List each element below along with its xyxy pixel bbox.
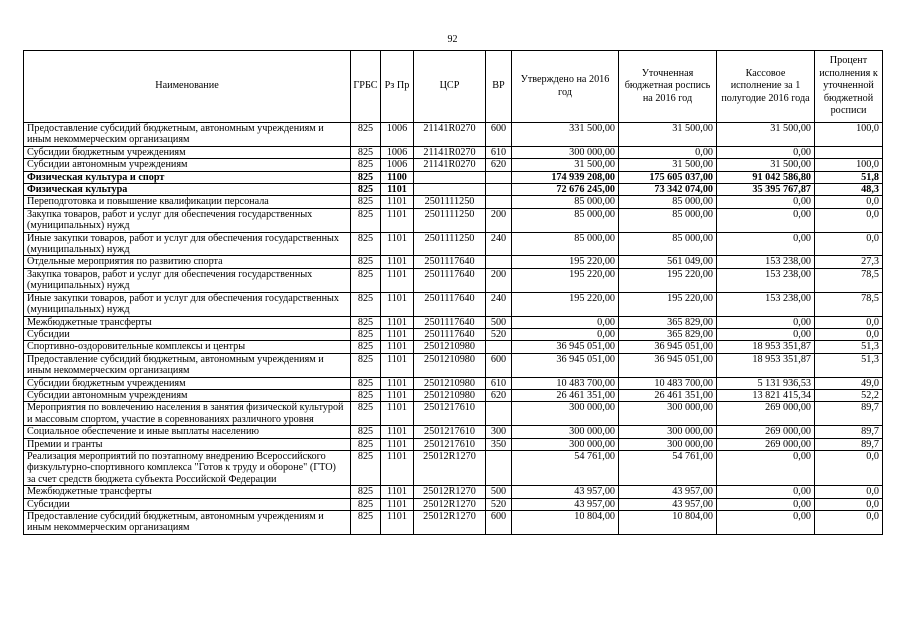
row-refined: 10 483 700,00: [619, 377, 717, 389]
row-name: Иные закупки товаров, работ и услуг для обеспечения государственных (муниципальных) нужд: [24, 232, 351, 256]
row-refined: 54 761,00: [619, 450, 717, 485]
row-refined: 36 945 051,00: [619, 353, 717, 377]
row-refined: 0,00: [619, 146, 717, 158]
row-approved: 54 761,00: [512, 450, 619, 485]
row-vr: 600: [486, 511, 512, 535]
page-number: 92: [447, 34, 458, 45]
row-cash: 153 238,00: [717, 256, 815, 268]
table-row: [24, 353, 883, 377]
row-cash: 18 953 351,87: [717, 341, 815, 353]
row-csr: 2501117640: [414, 268, 486, 292]
table-row: [24, 511, 883, 535]
header-name: Наименование: [24, 51, 351, 123]
table-row: [24, 389, 883, 401]
row-grbs: 825: [351, 196, 381, 208]
row-grbs: 825: [351, 498, 381, 510]
row-vr: 610: [486, 146, 512, 158]
row-percent: 48,3: [815, 184, 883, 196]
row-percent: 49,0: [815, 377, 883, 389]
row-grbs: 825: [351, 353, 381, 377]
header-rzpr: Рз Пр: [381, 51, 414, 123]
row-approved: 26 461 351,00: [512, 389, 619, 401]
row-vr: 520: [486, 498, 512, 510]
row-approved: 174 939 208,00: [512, 171, 619, 183]
row-rzpr: 1101: [381, 256, 414, 268]
row-rzpr: 1101: [381, 511, 414, 535]
row-refined: 43 957,00: [619, 498, 717, 510]
row-percent: 0,0: [815, 208, 883, 232]
row-vr: [486, 196, 512, 208]
row-vr: [486, 184, 512, 196]
row-approved: 72 676 245,00: [512, 184, 619, 196]
row-vr: [486, 171, 512, 183]
table-row: [24, 328, 883, 340]
row-vr: 610: [486, 377, 512, 389]
table-row: [24, 123, 883, 147]
row-csr: 25012R1270: [414, 511, 486, 535]
row-refined: 43 957,00: [619, 486, 717, 498]
row-percent: 100,0: [815, 159, 883, 171]
row-cash: 0,00: [717, 146, 815, 158]
row-rzpr: 1101: [381, 353, 414, 377]
row-csr: 2501117640: [414, 316, 486, 328]
row-approved: 300 000,00: [512, 402, 619, 426]
row-percent: 51,3: [815, 353, 883, 377]
row-grbs: 825: [351, 159, 381, 171]
row-percent: 78,5: [815, 292, 883, 316]
row-grbs: 825: [351, 377, 381, 389]
row-percent: 0,0: [815, 450, 883, 485]
row-name: Межбюджетные трансферты: [24, 486, 351, 498]
row-percent: 0,0: [815, 328, 883, 340]
row-rzpr: 1101: [381, 292, 414, 316]
row-cash: 0,00: [717, 498, 815, 510]
table-row: [24, 402, 883, 426]
row-approved: 300 000,00: [512, 426, 619, 438]
row-vr: 200: [486, 268, 512, 292]
row-rzpr: 1101: [381, 328, 414, 340]
row-csr: 2501210980: [414, 353, 486, 377]
header-vr: ВР: [486, 51, 512, 123]
row-vr: 620: [486, 159, 512, 171]
row-grbs: 825: [351, 426, 381, 438]
row-cash: 18 953 351,87: [717, 353, 815, 377]
row-refined: 85 000,00: [619, 232, 717, 256]
row-rzpr: 1101: [381, 426, 414, 438]
row-cash: 13 821 415,34: [717, 389, 815, 401]
row-rzpr: 1101: [381, 316, 414, 328]
row-grbs: 825: [351, 256, 381, 268]
row-name: Межбюджетные трансферты: [24, 316, 351, 328]
row-csr: 2501217610: [414, 426, 486, 438]
header-approved: Утверждено на 2016 год: [512, 51, 619, 123]
table-row: [24, 146, 883, 158]
row-approved: 36 945 051,00: [512, 341, 619, 353]
table-row: [24, 341, 883, 353]
row-approved: 0,00: [512, 316, 619, 328]
row-vr: 600: [486, 123, 512, 147]
row-percent: 100,0: [815, 123, 883, 147]
table-row: [24, 256, 883, 268]
header-csr: ЦСР: [414, 51, 486, 123]
row-name: Предоставление субсидий бюджетным, автономным учреждениям и иным некоммерческим организациям: [24, 123, 351, 147]
row-approved: 10 804,00: [512, 511, 619, 535]
table-row: [24, 208, 883, 232]
row-rzpr: 1101: [381, 184, 414, 196]
row-csr: 2501210980: [414, 377, 486, 389]
row-rzpr: 1101: [381, 232, 414, 256]
row-cash: 35 395 767,87: [717, 184, 815, 196]
row-vr: 240: [486, 292, 512, 316]
row-vr: 350: [486, 438, 512, 450]
row-percent: 78,5: [815, 268, 883, 292]
row-approved: 43 957,00: [512, 498, 619, 510]
row-name: Спортивно-оздоровительные комплексы и центры: [24, 341, 351, 353]
row-refined: 195 220,00: [619, 268, 717, 292]
row-percent: 51,3: [815, 341, 883, 353]
row-refined: 175 605 037,00: [619, 171, 717, 183]
row-vr: 520: [486, 328, 512, 340]
row-cash: 0,00: [717, 208, 815, 232]
row-cash: 0,00: [717, 450, 815, 485]
row-csr: [414, 171, 486, 183]
row-approved: 300 000,00: [512, 438, 619, 450]
row-rzpr: 1006: [381, 123, 414, 147]
row-cash: 5 131 936,53: [717, 377, 815, 389]
row-approved: 31 500,00: [512, 159, 619, 171]
row-cash: 0,00: [717, 511, 815, 535]
row-percent: 0,0: [815, 232, 883, 256]
row-vr: [486, 402, 512, 426]
row-name: Субсидии: [24, 498, 351, 510]
row-approved: 43 957,00: [512, 486, 619, 498]
row-refined: 195 220,00: [619, 292, 717, 316]
table-row: [24, 486, 883, 498]
row-grbs: 825: [351, 232, 381, 256]
row-refined: 10 804,00: [619, 511, 717, 535]
row-name: Субсидии бюджетным учреждениям: [24, 377, 351, 389]
table-row: [24, 232, 883, 256]
row-approved: 85 000,00: [512, 196, 619, 208]
row-percent: 0,0: [815, 196, 883, 208]
row-csr: 2501111250: [414, 196, 486, 208]
row-rzpr: 1101: [381, 208, 414, 232]
row-csr: 2501111250: [414, 208, 486, 232]
row-grbs: 825: [351, 486, 381, 498]
row-rzpr: 1101: [381, 402, 414, 426]
row-cash: 0,00: [717, 328, 815, 340]
row-vr: [486, 341, 512, 353]
row-percent: 51,8: [815, 171, 883, 183]
row-rzpr: 1101: [381, 377, 414, 389]
row-percent: 89,7: [815, 402, 883, 426]
row-approved: 195 220,00: [512, 256, 619, 268]
row-vr: 620: [486, 389, 512, 401]
budget-table: [23, 50, 883, 535]
row-cash: 269 000,00: [717, 426, 815, 438]
row-csr: 25012R1270: [414, 450, 486, 485]
row-refined: 561 049,00: [619, 256, 717, 268]
row-refined: 85 000,00: [619, 208, 717, 232]
row-csr: 25012R1270: [414, 498, 486, 510]
row-approved: 331 500,00: [512, 123, 619, 147]
table-row: [24, 268, 883, 292]
row-cash: 0,00: [717, 316, 815, 328]
row-percent: 89,7: [815, 426, 883, 438]
table-header-row: [24, 51, 883, 123]
row-name: Субсидии автономным учреждениям: [24, 389, 351, 401]
row-rzpr: 1006: [381, 159, 414, 171]
row-csr: 21141R0270: [414, 159, 486, 171]
row-rzpr: 1101: [381, 341, 414, 353]
row-csr: [414, 184, 486, 196]
table-row: [24, 171, 883, 183]
row-rzpr: 1101: [381, 450, 414, 485]
row-cash: 269 000,00: [717, 438, 815, 450]
row-refined: 36 945 051,00: [619, 341, 717, 353]
row-cash: 153 238,00: [717, 268, 815, 292]
row-approved: 195 220,00: [512, 292, 619, 316]
row-refined: 73 342 074,00: [619, 184, 717, 196]
row-cash: 91 042 586,80: [717, 171, 815, 183]
row-cash: 31 500,00: [717, 159, 815, 171]
row-csr: 25012R1270: [414, 486, 486, 498]
row-name: Физическая культура: [24, 184, 351, 196]
row-vr: 200: [486, 208, 512, 232]
row-name: Субсидии бюджетным учреждениям: [24, 146, 351, 158]
row-csr: 21141R0270: [414, 123, 486, 147]
row-rzpr: 1100: [381, 171, 414, 183]
row-grbs: 825: [351, 171, 381, 183]
row-cash: 153 238,00: [717, 292, 815, 316]
row-rzpr: 1101: [381, 196, 414, 208]
header-cash: Кассовое исполнение за 1 полугодие 2016 года: [717, 51, 815, 123]
row-approved: 85 000,00: [512, 208, 619, 232]
row-csr: 2501217610: [414, 402, 486, 426]
row-refined: 300 000,00: [619, 426, 717, 438]
row-csr: 2501210980: [414, 341, 486, 353]
row-name: Отдельные мероприятия по развитию спорта: [24, 256, 351, 268]
row-percent: 27,3: [815, 256, 883, 268]
row-refined: 300 000,00: [619, 438, 717, 450]
row-csr: 2501117640: [414, 328, 486, 340]
row-approved: 10 483 700,00: [512, 377, 619, 389]
row-vr: [486, 450, 512, 485]
table-row: [24, 438, 883, 450]
row-vr: [486, 256, 512, 268]
table-row: [24, 184, 883, 196]
row-refined: 85 000,00: [619, 196, 717, 208]
row-percent: 0,0: [815, 316, 883, 328]
table-row: [24, 196, 883, 208]
row-csr: 2501117640: [414, 256, 486, 268]
row-refined: 31 500,00: [619, 159, 717, 171]
table-row: [24, 159, 883, 171]
row-grbs: 825: [351, 389, 381, 401]
row-grbs: 825: [351, 316, 381, 328]
table-row: [24, 377, 883, 389]
row-approved: 0,00: [512, 328, 619, 340]
row-grbs: 825: [351, 184, 381, 196]
row-cash: 31 500,00: [717, 123, 815, 147]
row-grbs: 825: [351, 292, 381, 316]
row-rzpr: 1101: [381, 498, 414, 510]
row-refined: 300 000,00: [619, 402, 717, 426]
row-csr: 2501210980: [414, 389, 486, 401]
row-percent: 0,0: [815, 498, 883, 510]
row-vr: 600: [486, 353, 512, 377]
row-csr: 2501217610: [414, 438, 486, 450]
header-refined: Уточненная бюджетная роспись на 2016 год: [619, 51, 717, 123]
row-name: Предоставление субсидий бюджетным, автономным учреждениям и иным некоммерческим организациям: [24, 353, 351, 377]
row-name: Физическая культура и спорт: [24, 171, 351, 183]
row-rzpr: 1006: [381, 146, 414, 158]
table-row: [24, 426, 883, 438]
row-name: Реализация мероприятий по поэтапному внедрению Всероссийского физкультурно-спортивного комплекса "Готов к труду и обороне" (ГТО) за счет средств бюджета субъекта Российской Федерации: [24, 450, 351, 485]
row-csr: 2501111250: [414, 232, 486, 256]
table-row: [24, 292, 883, 316]
row-percent: [815, 146, 883, 158]
row-percent: 89,7: [815, 438, 883, 450]
row-cash: 0,00: [717, 486, 815, 498]
row-grbs: 825: [351, 208, 381, 232]
row-grbs: 825: [351, 450, 381, 485]
row-rzpr: 1101: [381, 389, 414, 401]
row-name: Субсидии автономным учреждениям: [24, 159, 351, 171]
row-grbs: 825: [351, 402, 381, 426]
row-grbs: 825: [351, 268, 381, 292]
row-grbs: 825: [351, 511, 381, 535]
row-approved: 195 220,00: [512, 268, 619, 292]
row-grbs: 825: [351, 123, 381, 147]
table-row: [24, 498, 883, 510]
row-vr: 240: [486, 232, 512, 256]
table-row: [24, 316, 883, 328]
row-name: Субсидии: [24, 328, 351, 340]
row-approved: 300 000,00: [512, 146, 619, 158]
row-percent: 0,0: [815, 486, 883, 498]
row-approved: 85 000,00: [512, 232, 619, 256]
row-vr: 500: [486, 486, 512, 498]
row-csr: 21141R0270: [414, 146, 486, 158]
row-csr: 2501117640: [414, 292, 486, 316]
row-grbs: 825: [351, 146, 381, 158]
row-refined: 31 500,00: [619, 123, 717, 147]
row-refined: 365 829,00: [619, 328, 717, 340]
row-rzpr: 1101: [381, 486, 414, 498]
row-vr: 300: [486, 426, 512, 438]
row-grbs: 825: [351, 438, 381, 450]
row-cash: 0,00: [717, 232, 815, 256]
row-grbs: 825: [351, 328, 381, 340]
row-name: Мероприятия по вовлечению населения в занятия физической культурой и массовым спортом, участие в соревнованиях различного уровня: [24, 402, 351, 426]
row-percent: 52,2: [815, 389, 883, 401]
row-name: Социальное обеспечение и иные выплаты населению: [24, 426, 351, 438]
row-name: Закупка товаров, работ и услуг для обеспечения государственных (муниципальных) нужд: [24, 268, 351, 292]
row-name: Иные закупки товаров, работ и услуг для обеспечения государственных (муниципальных) нужд: [24, 292, 351, 316]
row-percent: 0,0: [815, 511, 883, 535]
row-approved: 36 945 051,00: [512, 353, 619, 377]
header-percent: Процент исполнения к уточненной бюджетной росписи: [815, 51, 883, 123]
row-grbs: 825: [351, 341, 381, 353]
header-grbs: ГРБС: [351, 51, 381, 123]
row-name: Переподготовка и повышение квалификации персонала: [24, 196, 351, 208]
row-name: Закупка товаров, работ и услуг для обеспечения государственных (муниципальных) нужд: [24, 208, 351, 232]
table-row: [24, 450, 883, 485]
row-name: Премии и гранты: [24, 438, 351, 450]
row-vr: 500: [486, 316, 512, 328]
row-cash: 0,00: [717, 196, 815, 208]
row-rzpr: 1101: [381, 268, 414, 292]
row-refined: 365 829,00: [619, 316, 717, 328]
row-rzpr: 1101: [381, 438, 414, 450]
row-name: Предоставление субсидий бюджетным, автономным учреждениям и иным некоммерческим организациям: [24, 511, 351, 535]
row-cash: 269 000,00: [717, 402, 815, 426]
row-refined: 26 461 351,00: [619, 389, 717, 401]
